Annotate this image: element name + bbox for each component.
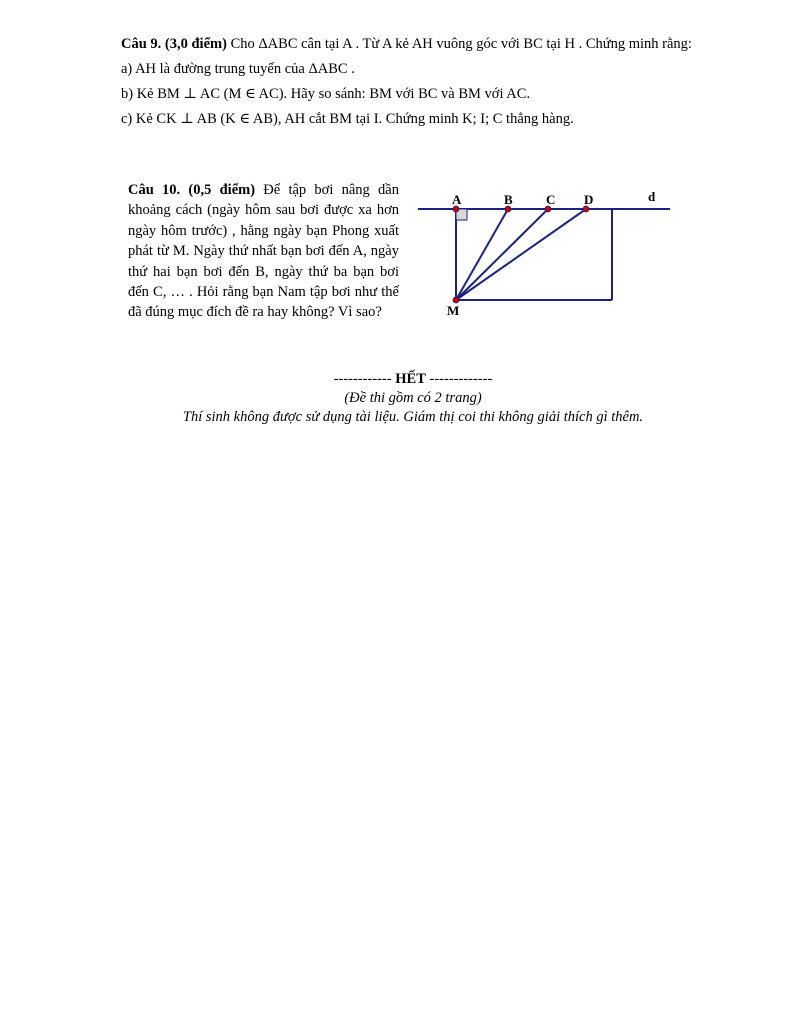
segment-mc <box>456 209 548 300</box>
label-m: M <box>447 303 460 318</box>
label-c: C <box>546 192 556 207</box>
question-9-part-a: a) AH là đường trung tuyến của ΔABC . <box>121 61 355 77</box>
label-a: A <box>452 192 462 207</box>
label-d: D <box>584 192 594 207</box>
question-9-heading: Câu 9. (3,0 điểm) <box>121 36 227 52</box>
question-9-part-b: b) Kẻ BM ⊥ AC (M ∈ AC). Hãy so sánh: BM với BC và BM với AC. <box>121 86 531 102</box>
question-10 <box>128 180 399 323</box>
segment-mb <box>456 209 508 300</box>
question-10-heading: Câu 10. (0,5 điểm) <box>128 182 256 198</box>
label-line-d: d <box>648 189 656 204</box>
question-9-intro <box>121 34 701 55</box>
label-b: B <box>504 192 513 207</box>
end-dashes-right: ------------- <box>425 371 493 387</box>
end-marker <box>130 370 696 389</box>
question-9-text: Cho ΔABC cân tại A . Từ A kẻ AH vuông góc với BC tại H . Chứng minh rằng: <box>226 36 692 52</box>
segment-md <box>456 209 586 300</box>
question-9-part-c: c) Kẻ CK ⊥ AB (K ∈ AB), AH cắt BM tại I. Chứng minh K; I; C thẳng hàng. <box>121 111 574 127</box>
footer <box>130 370 696 427</box>
swimming-diagram <box>410 186 680 326</box>
end-dashes-left: ------------ <box>333 371 396 387</box>
pages-note: (Đề thi gồm có 2 trang) <box>344 390 482 406</box>
end-word: HẾT <box>395 371 426 387</box>
instruction-note: Thí sinh không được sử dụng tài liệu. Giám thị coi thi không giải thích gì thêm. <box>182 409 644 425</box>
question-10-text: Để tập bơi nâng dần khoảng cách (ngày hôm sau bơi được xa hơn ngày hôm trước) , hằng ngày bạn Phong xuất phát từ M. Ngày thứ nhất bạn bơi đến A, ngày thứ hai bạn bơi đến B, ngày thứ ba bạn bơi đến C, … . Hỏi rằng bạn Nam tập bơi như thế đã đúng mục đích đề ra hay không? Vì sao? <box>128 182 399 321</box>
question-9 <box>121 34 701 130</box>
swimming-diagram-svg <box>410 186 680 326</box>
